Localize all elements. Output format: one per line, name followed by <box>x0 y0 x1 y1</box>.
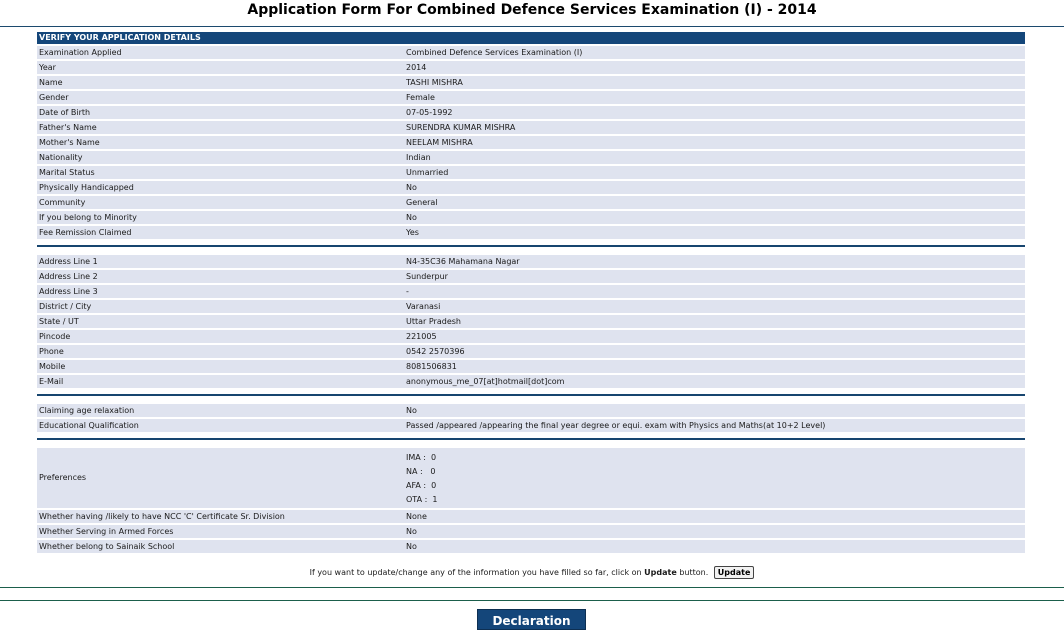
field-value: 0542 2570396 <box>406 347 465 356</box>
field-value: 07-05-1992 <box>406 108 453 117</box>
field-label: Examination Applied <box>39 48 122 57</box>
detail-row <box>37 226 1025 239</box>
detail-row <box>37 510 1025 523</box>
field-value: 221005 <box>406 332 437 341</box>
detail-row <box>37 76 1025 89</box>
detail-row <box>37 46 1025 59</box>
field-label: Physically Handicapped <box>39 183 134 192</box>
page-title: Application Form For Combined Defence Services Examination (I) - 2014 <box>247 2 817 18</box>
detail-row <box>37 211 1025 224</box>
field-value: Sunderpur <box>406 272 448 281</box>
field-value: Combined Defence Services Examination (I) <box>406 48 583 57</box>
field-value: SURENDRA KUMAR MISHRA <box>406 123 516 132</box>
field-label: Whether Serving in Armed Forces <box>39 527 174 536</box>
address-details-list <box>37 255 1025 388</box>
field-value: No <box>406 542 417 551</box>
detail-row <box>37 121 1025 134</box>
field-label: Address Line 2 <box>39 272 98 281</box>
detail-row <box>37 285 1025 298</box>
declaration-button[interactable]: Declaration <box>477 609 586 630</box>
field-value: No <box>406 183 417 192</box>
detail-row <box>37 166 1025 179</box>
other-details-list <box>37 510 1025 553</box>
field-label: Claiming age relaxation <box>39 406 135 415</box>
detail-row <box>37 375 1025 388</box>
update-button[interactable]: Update <box>714 566 755 579</box>
field-value: No <box>406 527 417 536</box>
field-label: Gender <box>39 93 69 102</box>
detail-row <box>37 419 1025 432</box>
application-details-panel <box>37 32 1025 555</box>
title-divider <box>0 26 1064 27</box>
field-label: Father's Name <box>39 123 97 132</box>
field-value: Indian <box>406 153 431 162</box>
field-label: If you belong to Minority <box>39 213 137 222</box>
detail-row <box>37 315 1025 328</box>
preference-item: IMA : 0 <box>406 453 437 462</box>
field-value: Unmarried <box>406 168 449 177</box>
preference-item: OTA : 1 <box>406 495 438 504</box>
detail-row <box>37 255 1025 268</box>
detail-row <box>37 360 1025 373</box>
field-label: E-Mail <box>39 377 64 386</box>
detail-row <box>37 404 1025 417</box>
preferences-label: Preferences <box>39 473 87 482</box>
field-value: NEELAM MISHRA <box>406 138 473 147</box>
field-value: 2014 <box>406 63 427 72</box>
detail-row <box>37 196 1025 209</box>
field-label: Mobile <box>39 362 66 371</box>
field-label: Nationality <box>39 153 83 162</box>
preferences-row <box>37 448 1025 508</box>
detail-row <box>37 345 1025 358</box>
field-value: TASHI MISHRA <box>406 78 463 87</box>
field-label: Whether belong to Sainaik School <box>39 542 175 551</box>
field-value: N4-35C36 Mahamana Nagar <box>406 257 520 266</box>
field-label: Educational Qualification <box>39 421 139 430</box>
field-label: Mother's Name <box>39 138 100 147</box>
field-value: General <box>406 198 438 207</box>
field-label: District / City <box>39 302 92 311</box>
footer-divider-top <box>0 587 1064 588</box>
preferences-list <box>406 448 437 508</box>
update-instruction <box>0 566 1064 579</box>
field-value: Yes <box>406 228 419 237</box>
detail-row <box>37 330 1025 343</box>
preference-item: AFA : 0 <box>406 481 437 490</box>
field-label: Pincode <box>39 332 71 341</box>
field-value: Passed /appeared /appearing the final year degree or equi. exam with Physics and Maths(at 10+2 Level) <box>406 421 826 430</box>
detail-row <box>37 136 1025 149</box>
detail-row <box>37 181 1025 194</box>
footer-divider-bottom <box>0 600 1064 601</box>
field-label: Date of Birth <box>39 108 91 117</box>
detail-row <box>37 91 1025 104</box>
field-value: Female <box>406 93 435 102</box>
detail-row <box>37 61 1025 74</box>
field-label: Year <box>39 63 56 72</box>
section-divider <box>37 245 1025 247</box>
update-instruction-bold: Update <box>644 568 677 577</box>
field-value: No <box>406 213 417 222</box>
personal-details-list <box>37 46 1025 239</box>
field-value: 8081506831 <box>406 362 457 371</box>
field-label: Address Line 3 <box>39 287 98 296</box>
field-value: Varanasi <box>406 302 441 311</box>
detail-row <box>37 525 1025 538</box>
field-label: Address Line 1 <box>39 257 98 266</box>
field-label: State / UT <box>39 317 79 326</box>
update-instruction-suffix: button. <box>679 568 709 577</box>
detail-row <box>37 540 1025 553</box>
detail-row <box>37 300 1025 313</box>
preference-item: NA : 0 <box>406 467 436 476</box>
detail-row <box>37 270 1025 283</box>
section-divider <box>37 394 1025 396</box>
field-value: No <box>406 406 417 415</box>
field-value: anonymous_me_07[at]hotmail[dot]com <box>406 377 565 386</box>
section-heading: VERIFY YOUR APPLICATION DETAILS <box>37 32 1025 44</box>
section-divider <box>37 438 1025 440</box>
field-label: Phone <box>39 347 64 356</box>
qualification-details-list <box>37 404 1025 432</box>
field-label: Whether having /likely to have NCC 'C' Certificate Sr. Division <box>39 512 285 521</box>
field-value: Uttar Pradesh <box>406 317 461 326</box>
field-value: None <box>406 512 427 521</box>
field-value: - <box>406 287 409 296</box>
field-label: Marital Status <box>39 168 95 177</box>
field-label: Fee Remission Claimed <box>39 228 132 237</box>
field-label: Name <box>39 78 63 87</box>
detail-row <box>37 151 1025 164</box>
update-instruction-text: If you want to update/change any of the information you have filled so far, click on <box>309 568 642 577</box>
field-label: Community <box>39 198 86 207</box>
detail-row <box>37 106 1025 119</box>
